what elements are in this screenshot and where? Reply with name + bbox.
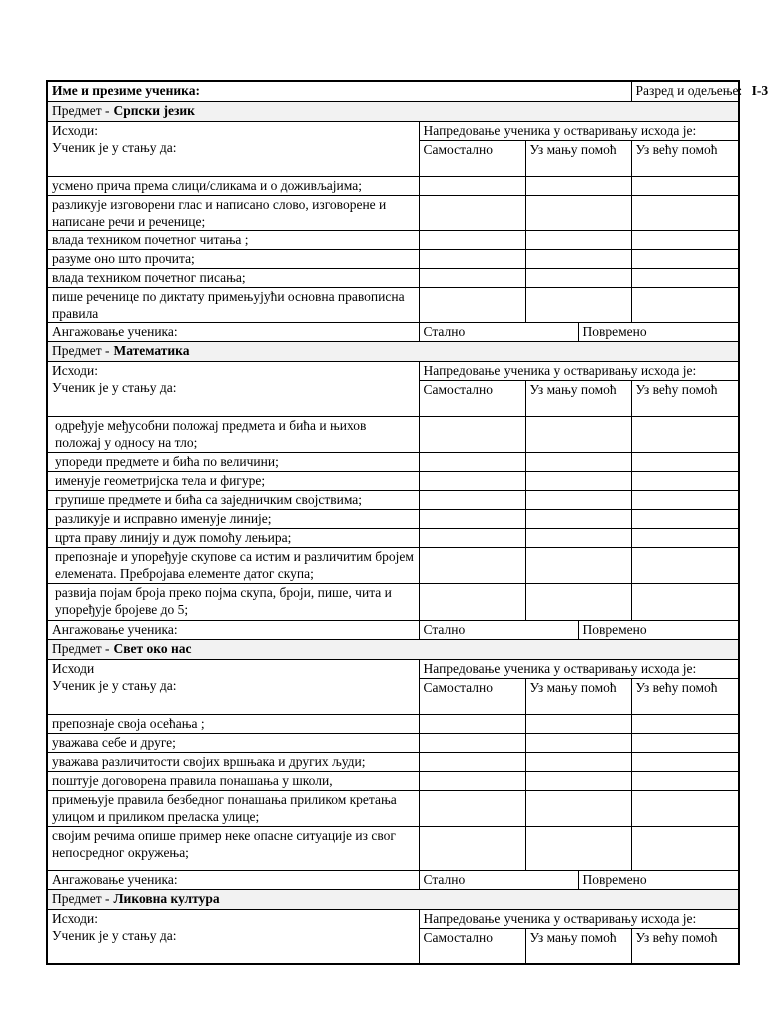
independent-check-cell[interactable] bbox=[419, 268, 525, 287]
independent-check-cell[interactable] bbox=[419, 416, 525, 452]
less-help-header bbox=[525, 928, 631, 964]
subject-prefix: Предмет - bbox=[52, 102, 110, 118]
outcome-text-cell bbox=[47, 249, 419, 268]
outcomes-header-cell bbox=[47, 361, 419, 416]
independent-label: Самостално bbox=[423, 381, 494, 397]
progress-label: Напредовање ученика у остваривању исхода је: bbox=[423, 362, 697, 378]
constant-cell[interactable] bbox=[419, 322, 578, 341]
more-help-check-cell[interactable] bbox=[631, 826, 739, 870]
outcome-row bbox=[47, 490, 739, 509]
more-help-check-cell[interactable] bbox=[631, 583, 739, 620]
outcome-text-cell bbox=[47, 176, 419, 195]
outcomes-label: Исходи: bbox=[52, 910, 99, 926]
independent-label: Самостално bbox=[423, 929, 494, 945]
outcome-row bbox=[47, 528, 739, 547]
subject-row bbox=[47, 101, 739, 121]
outcomes-header-cell bbox=[47, 659, 419, 714]
outcome-text-cell bbox=[47, 195, 419, 230]
more-help-check-cell[interactable] bbox=[631, 490, 739, 509]
more-help-label: Уз већу помоћ bbox=[635, 381, 718, 397]
occasional-label: Повремено bbox=[582, 323, 647, 339]
progress-header-cell bbox=[419, 361, 739, 380]
independent-header bbox=[419, 380, 525, 416]
subject-row bbox=[47, 889, 739, 909]
less-help-label: Уз мању помоћ bbox=[529, 381, 617, 397]
subject-name: Математика bbox=[113, 342, 190, 358]
more-help-label: Уз већу помоћ bbox=[635, 141, 718, 157]
student-can-label: Ученик је у стању да: bbox=[52, 927, 177, 943]
more-help-header bbox=[631, 678, 739, 714]
more-help-check-cell[interactable] bbox=[631, 249, 739, 268]
less-help-check-cell[interactable] bbox=[525, 752, 631, 771]
outcomes-header-row bbox=[47, 121, 739, 140]
student-name-label: Име и презиме ученика: bbox=[52, 83, 200, 98]
outcome-text-cell bbox=[47, 471, 419, 490]
less-help-check-cell[interactable] bbox=[525, 547, 631, 583]
outcome-text: разуме оно што прочита; bbox=[52, 250, 195, 266]
outcome-text-cell bbox=[47, 790, 419, 826]
outcome-text-cell bbox=[47, 714, 419, 733]
less-help-check-cell[interactable] bbox=[525, 714, 631, 733]
more-help-check-cell[interactable] bbox=[631, 771, 739, 790]
outcomes-header-row bbox=[47, 909, 739, 928]
independent-header bbox=[419, 140, 525, 176]
more-help-check-cell[interactable] bbox=[631, 195, 739, 230]
outcome-row bbox=[47, 771, 739, 790]
outcome-row bbox=[47, 268, 739, 287]
outcomes-label: Исходи: bbox=[52, 122, 99, 138]
independent-check-cell[interactable] bbox=[419, 490, 525, 509]
outcomes-header-cell bbox=[47, 121, 419, 176]
outcome-text-cell bbox=[47, 230, 419, 249]
outcome-row bbox=[47, 176, 739, 195]
less-help-check-cell[interactable] bbox=[525, 249, 631, 268]
independent-check-cell[interactable] bbox=[419, 733, 525, 752]
subject-cell bbox=[47, 639, 739, 659]
less-help-header bbox=[525, 678, 631, 714]
occasional-label: Повремено bbox=[582, 621, 647, 637]
outcome-text: примењује правила безбедног понашања приликом кретања улицом и приликом преласка улице; bbox=[52, 791, 397, 824]
less-help-check-cell[interactable] bbox=[525, 826, 631, 870]
independent-check-cell[interactable] bbox=[419, 249, 525, 268]
outcome-row bbox=[47, 790, 739, 826]
more-help-check-cell[interactable] bbox=[631, 452, 739, 471]
subject-prefix: Предмет - bbox=[52, 640, 110, 656]
progress-header-cell bbox=[419, 121, 739, 140]
less-help-check-cell[interactable] bbox=[525, 771, 631, 790]
less-help-check-cell[interactable] bbox=[525, 733, 631, 752]
subject-cell bbox=[47, 889, 739, 909]
independent-label: Самостално bbox=[423, 141, 494, 157]
outcome-text: влада техником почетног читања ; bbox=[52, 231, 249, 247]
outcome-text: одређује међусобни положај предмета и бића и њихов положај у односу на тло; bbox=[55, 417, 367, 450]
less-help-check-cell[interactable] bbox=[525, 790, 631, 826]
independent-check-cell[interactable] bbox=[419, 176, 525, 195]
outcome-row bbox=[47, 509, 739, 528]
progress-header-cell bbox=[419, 659, 739, 678]
outcome-text: развија појам броја преко појма скупа, броји, пише, чита и упоређује бројеве до 5; bbox=[55, 584, 392, 617]
less-help-check-cell[interactable] bbox=[525, 452, 631, 471]
more-help-check-cell[interactable] bbox=[631, 733, 739, 752]
more-help-check-cell[interactable] bbox=[631, 287, 739, 322]
less-help-header bbox=[525, 140, 631, 176]
subject-cell bbox=[47, 341, 739, 361]
outcome-text-cell bbox=[47, 287, 419, 322]
less-help-check-cell[interactable] bbox=[525, 490, 631, 509]
outcome-row bbox=[47, 195, 739, 230]
outcome-text-cell bbox=[47, 771, 419, 790]
subject-row bbox=[47, 639, 739, 659]
engagement-row bbox=[47, 620, 739, 639]
outcome-text: препознаје и упоређује скупове са истим и различитим бројем елемената. Пребројава елементе датог скупа; bbox=[55, 548, 414, 581]
constant-cell[interactable] bbox=[419, 620, 578, 639]
progress-header-cell bbox=[419, 909, 739, 928]
independent-header bbox=[419, 678, 525, 714]
outcome-row bbox=[47, 471, 739, 490]
outcome-text: пише реченице по диктату примењујући основна правописна правила bbox=[52, 288, 405, 321]
engagement-label-cell bbox=[47, 322, 419, 341]
less-help-header bbox=[525, 380, 631, 416]
subject-prefix: Предмет - bbox=[52, 342, 110, 358]
more-help-header bbox=[631, 380, 739, 416]
outcome-row bbox=[47, 752, 739, 771]
engagement-label: Ангажовање ученика: bbox=[52, 621, 178, 637]
outcome-text-cell bbox=[47, 416, 419, 452]
less-help-check-cell[interactable] bbox=[525, 509, 631, 528]
outcome-row bbox=[47, 287, 739, 322]
engagement-label: Ангажовање ученика: bbox=[52, 871, 178, 887]
engagement-label: Ангажовање ученика: bbox=[52, 323, 178, 339]
outcomes-label: Исходи bbox=[52, 660, 95, 676]
more-help-check-cell[interactable] bbox=[631, 528, 739, 547]
engagement-label-cell bbox=[47, 870, 419, 889]
independent-check-cell[interactable] bbox=[419, 287, 525, 322]
independent-check-cell[interactable] bbox=[419, 452, 525, 471]
independent-check-cell[interactable] bbox=[419, 471, 525, 490]
more-help-check-cell[interactable] bbox=[631, 509, 739, 528]
subject-prefix: Предмет - bbox=[52, 890, 110, 906]
occasional-cell[interactable] bbox=[578, 620, 739, 639]
outcome-text-cell bbox=[47, 752, 419, 771]
constant-label: Стално bbox=[423, 871, 466, 887]
more-help-label: Уз већу помоћ bbox=[635, 679, 718, 695]
independent-check-cell[interactable] bbox=[419, 547, 525, 583]
outcome-text-cell bbox=[47, 547, 419, 583]
outcome-text-cell bbox=[47, 268, 419, 287]
independent-check-cell[interactable] bbox=[419, 230, 525, 249]
outcome-row bbox=[47, 452, 739, 471]
outcome-text-cell bbox=[47, 490, 419, 509]
outcome-text-cell bbox=[47, 826, 419, 870]
subject-name: Ликовна култура bbox=[113, 890, 220, 906]
less-help-check-cell[interactable] bbox=[525, 471, 631, 490]
independent-header bbox=[419, 928, 525, 964]
independent-check-cell[interactable] bbox=[419, 528, 525, 547]
outcome-text: разликује изговорени глас и написано слово, изговорене и написане речи и реченице; bbox=[52, 196, 387, 229]
outcome-text: поштује договорена правила понашања у школи, bbox=[52, 772, 333, 788]
independent-check-cell[interactable] bbox=[419, 195, 525, 230]
independent-check-cell[interactable] bbox=[419, 771, 525, 790]
outcome-row bbox=[47, 416, 739, 452]
student-can-label: Ученик је у стању да: bbox=[52, 139, 177, 155]
subject-name: Српски језик bbox=[113, 102, 195, 118]
more-help-check-cell[interactable] bbox=[631, 790, 739, 826]
independent-check-cell[interactable] bbox=[419, 826, 525, 870]
more-help-check-cell[interactable] bbox=[631, 416, 739, 452]
grade-cell[interactable] bbox=[631, 81, 768, 101]
student-can-label: Ученик је у стању да: bbox=[52, 379, 177, 395]
outcome-text-cell bbox=[47, 733, 419, 752]
constant-cell[interactable] bbox=[419, 870, 578, 889]
more-help-check-cell[interactable] bbox=[631, 714, 739, 733]
independent-check-cell[interactable] bbox=[419, 583, 525, 620]
less-help-check-cell[interactable] bbox=[525, 268, 631, 287]
student-progress-form bbox=[46, 80, 768, 965]
progress-label: Напредовање ученика у остваривању исхода је: bbox=[423, 122, 697, 138]
more-help-check-cell[interactable] bbox=[631, 547, 739, 583]
independent-label: Самостално bbox=[423, 679, 494, 695]
outcome-text: уважава себе и друге; bbox=[52, 734, 176, 750]
more-help-header bbox=[631, 140, 739, 176]
outcome-text: именује геометријска тела и фигуре; bbox=[55, 472, 266, 488]
outcome-text: својим речима опише пример неке опасне ситуације из свог непосредног окружења; bbox=[52, 827, 396, 860]
less-help-check-cell[interactable] bbox=[525, 583, 631, 620]
outcome-text: разликује и исправно именује линије; bbox=[55, 510, 272, 526]
less-help-label: Уз мању помоћ bbox=[529, 929, 617, 945]
outcome-text: уважава различитости својих вршњака и других људи; bbox=[52, 753, 366, 769]
more-help-check-cell[interactable] bbox=[631, 752, 739, 771]
outcome-text: препознаје своја осећања ; bbox=[52, 715, 205, 731]
less-help-label: Уз мању помоћ bbox=[529, 141, 617, 157]
engagement-label-cell bbox=[47, 620, 419, 639]
more-help-header bbox=[631, 928, 739, 964]
subject-name: Свет око нас bbox=[113, 640, 192, 656]
outcome-text-cell bbox=[47, 528, 419, 547]
student-can-label: Ученик је у стању да: bbox=[52, 677, 177, 693]
occasional-label: Повремено bbox=[582, 871, 647, 887]
subject-cell bbox=[47, 101, 739, 121]
outcomes-label: Исходи: bbox=[52, 362, 99, 378]
subject-row bbox=[47, 341, 739, 361]
constant-label: Стално bbox=[423, 323, 466, 339]
outcomes-header-row bbox=[47, 361, 739, 380]
more-help-check-cell[interactable] bbox=[631, 230, 739, 249]
outcome-row bbox=[47, 249, 739, 268]
independent-check-cell[interactable] bbox=[419, 790, 525, 826]
student-name-cell[interactable] bbox=[47, 81, 631, 101]
engagement-row bbox=[47, 870, 739, 889]
less-help-label: Уз мању помоћ bbox=[529, 679, 617, 695]
independent-check-cell[interactable] bbox=[419, 752, 525, 771]
more-help-label: Уз већу помоћ bbox=[635, 929, 718, 945]
header-row bbox=[47, 81, 739, 101]
less-help-check-cell[interactable] bbox=[525, 176, 631, 195]
outcome-text: усмено прича према слици/сликама и о доживљајима; bbox=[52, 177, 362, 193]
outcome-row bbox=[47, 230, 739, 249]
engagement-row bbox=[47, 322, 739, 341]
independent-check-cell[interactable] bbox=[419, 714, 525, 733]
progress-label: Напредовање ученика у остваривању исхода је: bbox=[423, 910, 697, 926]
outcome-text: групише предмете и бића са заједничким својствима; bbox=[55, 491, 363, 507]
outcome-row bbox=[47, 714, 739, 733]
independent-check-cell[interactable] bbox=[419, 509, 525, 528]
less-help-check-cell[interactable] bbox=[525, 287, 631, 322]
grade-value: I-3 bbox=[751, 83, 768, 98]
constant-label: Стално bbox=[423, 621, 466, 637]
outcome-text-cell bbox=[47, 509, 419, 528]
outcome-text: упореди предмете и бића по величини; bbox=[55, 453, 279, 469]
outcome-row bbox=[47, 733, 739, 752]
occasional-cell[interactable] bbox=[578, 870, 739, 889]
outcome-text: црта праву линију и дуж помоћу лењира; bbox=[55, 529, 292, 545]
progress-label: Напредовање ученика у остваривању исхода је: bbox=[423, 660, 697, 676]
more-help-check-cell[interactable] bbox=[631, 471, 739, 490]
outcome-row bbox=[47, 583, 739, 620]
outcome-row bbox=[47, 826, 739, 870]
outcome-row bbox=[47, 547, 739, 583]
more-help-check-cell[interactable] bbox=[631, 176, 739, 195]
less-help-check-cell[interactable] bbox=[525, 416, 631, 452]
outcome-text-cell bbox=[47, 452, 419, 471]
outcome-text-cell bbox=[47, 583, 419, 620]
less-help-check-cell[interactable] bbox=[525, 528, 631, 547]
more-help-check-cell[interactable] bbox=[631, 268, 739, 287]
less-help-check-cell[interactable] bbox=[525, 230, 631, 249]
occasional-cell[interactable] bbox=[578, 322, 739, 341]
grade-label: Разред и одељење: bbox=[635, 83, 743, 98]
outcomes-header-row bbox=[47, 659, 739, 678]
outcomes-header-cell bbox=[47, 909, 419, 964]
outcome-text: влада техником почетног писања; bbox=[52, 269, 246, 285]
less-help-check-cell[interactable] bbox=[525, 195, 631, 230]
